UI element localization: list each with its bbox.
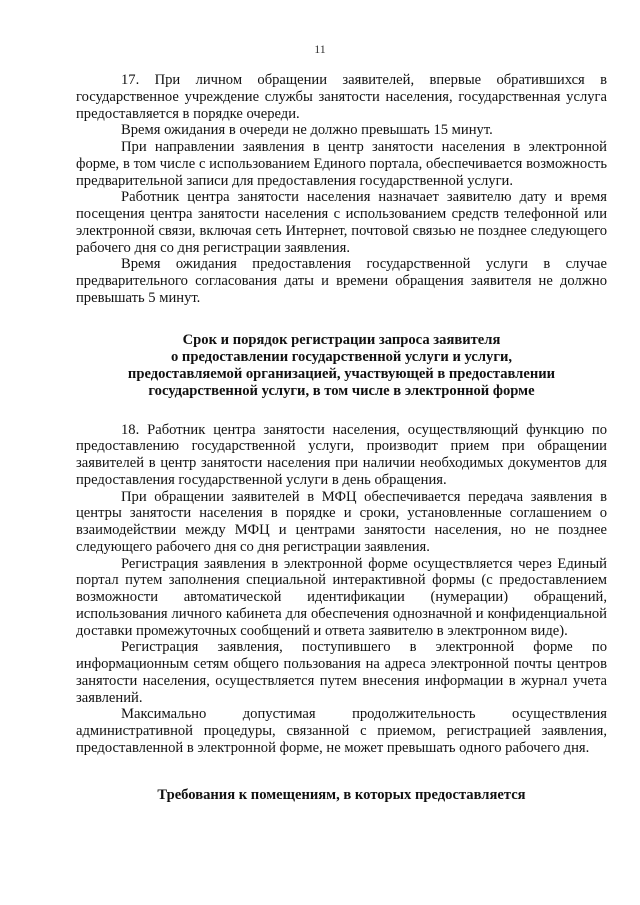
paragraph-prearranged-wait: Время ожидания предоставления государственной услуги в случае предварительного согласования даты и времени обращения заявителя не должно превышать 5 минут. bbox=[76, 256, 607, 306]
paragraph-max-duration: Максимально допустимая продолжительность осуществления административной процедуры, связанной с приемом, регистрацией заявления, предоставленной в электронной форме, не может превышать одного рабочего дня. bbox=[76, 706, 607, 756]
heading-line: о предоставлении государственной услуги и услуги, bbox=[170, 348, 513, 365]
paragraph-18: 18. Работник центра занятости населения, осуществляющий функцию по предоставлению государственной услуги, производит прием при обращении заявителей в центр занятости населения при наличии необходимых документов для предоставления государственной услуги в день обращения. bbox=[76, 421, 607, 488]
section-heading-premises bbox=[76, 787, 607, 804]
section-registration bbox=[76, 422, 607, 757]
paragraph-electronic-registration: Регистрация заявления в электронной форме осуществляется через Единый портал путем заполнения специальной интерактивной формы (с предоставлением возможности автоматической идентификации (нумерации) обращений, использования личного кабинета для обеспечения однозначной и конфиденциальной доставки промежуточных сообщений и ответа заявителю в электронном виде). bbox=[76, 555, 607, 639]
paragraph-electronic-booking: При направлении заявления в центр занятости населения в электронной форме, в том числе с использованием Единого портала, обеспечивается возможность предварительной записи для предоставления государственной услуги. bbox=[76, 139, 607, 189]
page-number: 11 bbox=[314, 42, 326, 56]
document-body bbox=[76, 72, 607, 804]
paragraph-email-registration: Регистрация заявления, поступившего в электронной форме по информационным сетям общего пользования на адреса электронной почты центров занятости населения, осуществляется путем внесения информации в журнал учета заявлений. bbox=[76, 639, 607, 706]
section-waiting-time bbox=[76, 72, 607, 307]
paragraph-17: 17. При личном обращении заявителей, впервые обратившихся в государственное учреждение службы занятости населения, государственная услуга предоставляется в порядке очереди. bbox=[76, 72, 607, 122]
paragraph-appointment: Работник центра занятости населения назначает заявителю дату и время посещения центра занятости населения с использованием средств телефонной или электронной связи, включая сеть Интернет, почтовой связью не позднее следующего рабочего дня со дня регистрации заявления. bbox=[76, 189, 607, 256]
section-heading-registration bbox=[76, 332, 607, 400]
paragraph-mfc: При обращении заявителей в МФЦ обеспечивается передача заявления в центры занятости населения в порядке и сроки, установленные соглашением о взаимодействии между МФЦ и центрами занятости населения, но не позднее следующего рабочего дня со дня регистрации заявления. bbox=[76, 488, 607, 555]
heading-line: Требования к помещениям, в которых предоставляется bbox=[157, 786, 526, 803]
paragraph-queue-time: Время ожидания в очереди не должно превышать 15 минут. bbox=[121, 122, 493, 139]
heading-line: Срок и порядок регистрации запроса заявителя bbox=[182, 331, 501, 348]
heading-line: государственной услуги, в том числе в электронной форме bbox=[148, 382, 535, 399]
heading-line: предоставляемой организацией, участвующей в предоставлении bbox=[127, 365, 556, 382]
